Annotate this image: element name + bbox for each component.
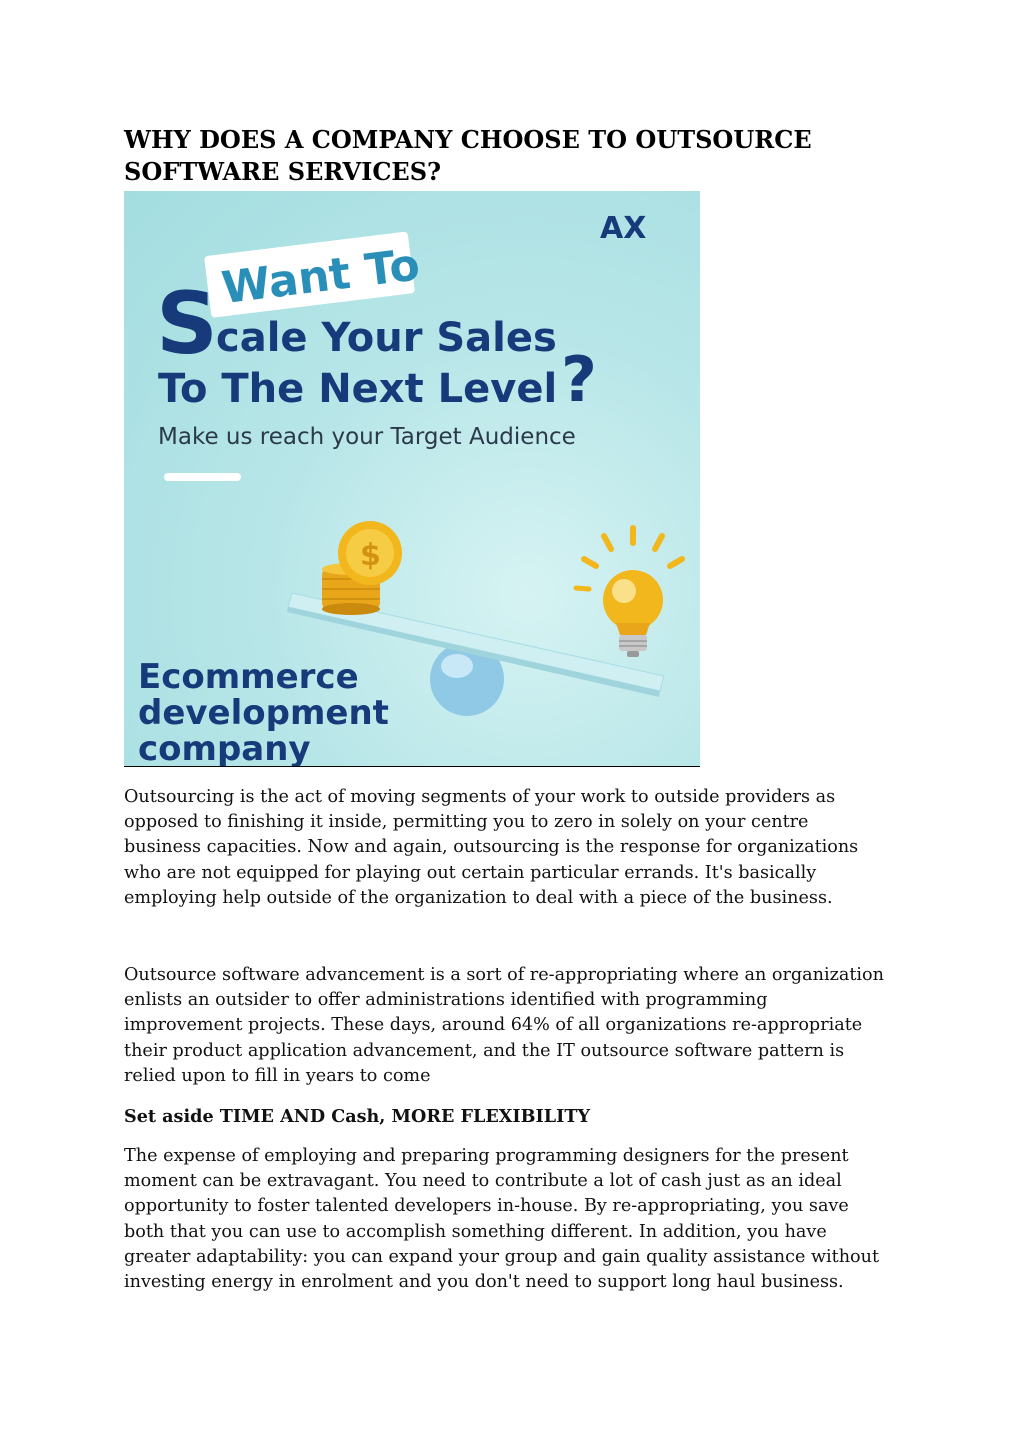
big-s-letter: S <box>156 274 218 374</box>
text-line: enlists an outsider to offer administrations identified with programming <box>124 990 768 1011</box>
title-line: SOFTWARE SERVICES? <box>124 157 442 186</box>
text-line: greater adaptability: you can expand your group and gain quality assistance without <box>124 1246 880 1267</box>
ax-logo: AX <box>600 211 647 246</box>
paragraph-time-and-cash <box>124 1144 904 1295</box>
text-line: The expense of employing and preparing programming designers for the present <box>124 1146 849 1166</box>
paragraph-outsourcing-intro <box>124 785 904 911</box>
company-line-2: development <box>138 693 389 733</box>
text-line: investing energy in enrolment and you don't need to support long haul business. <box>124 1272 844 1293</box>
want-to-tag <box>204 230 423 317</box>
dollar-icon: $ <box>360 538 381 573</box>
headline-line-2: To The Next Level <box>158 366 558 412</box>
headline-line-1: cale Your Sales <box>216 315 557 361</box>
text-line: opportunity to foster talented developers in-house. By re-appropriating, you save <box>124 1196 849 1217</box>
text-line: Outsourcing is the act of moving segments of your work to outside providers as <box>124 787 836 807</box>
question-mark: ? <box>561 343 597 416</box>
text-line: moment can be extravagant. You need to contribute a lot of cash just as an ideal <box>124 1171 842 1192</box>
company-line-3: company <box>138 729 311 766</box>
text-line: opposed to finishing it inside, permitting you to zero in solely on your centre <box>124 812 809 833</box>
title-line: WHY DOES A COMPANY CHOOSE TO OUTSOURCE <box>124 125 812 154</box>
page-title <box>124 124 904 188</box>
text-line: relied upon to fill in years to come <box>124 1065 431 1086</box>
text-line: their product application advancement, and the IT outsource software pattern is <box>124 1040 845 1061</box>
text-line: employing help outside of the organization to deal with a piece of the business. <box>124 887 833 908</box>
text-line: who are not equipped for playing out certain particular errands. It's basically <box>124 862 817 883</box>
text-line: Outsource software advancement is a sort of re-appropriating where an organization <box>124 965 884 985</box>
company-line-1: Ecommerce <box>138 657 359 697</box>
text-line: business capacities. Now and again, outsourcing is the response for organizations <box>124 837 859 858</box>
divider-bar <box>164 473 241 481</box>
paragraph-software-advancement <box>124 963 904 1089</box>
lightbulb-icon <box>576 528 682 657</box>
promo-banner-image <box>124 191 700 767</box>
want-to-text: Want To <box>218 239 423 315</box>
promo-banner-graphic <box>124 191 700 766</box>
text-line: both that you can use to accomplish something different. In addition, you have <box>124 1221 827 1242</box>
coin-stack <box>322 521 402 615</box>
section-heading: Set aside TIME AND Cash, MORE FLEXIBILITY <box>124 1106 591 1127</box>
tagline-text: Make us reach your Target Audience <box>158 424 576 450</box>
text-line: improvement projects. These days, around 64% of all organizations re-appropriate <box>124 1015 863 1036</box>
